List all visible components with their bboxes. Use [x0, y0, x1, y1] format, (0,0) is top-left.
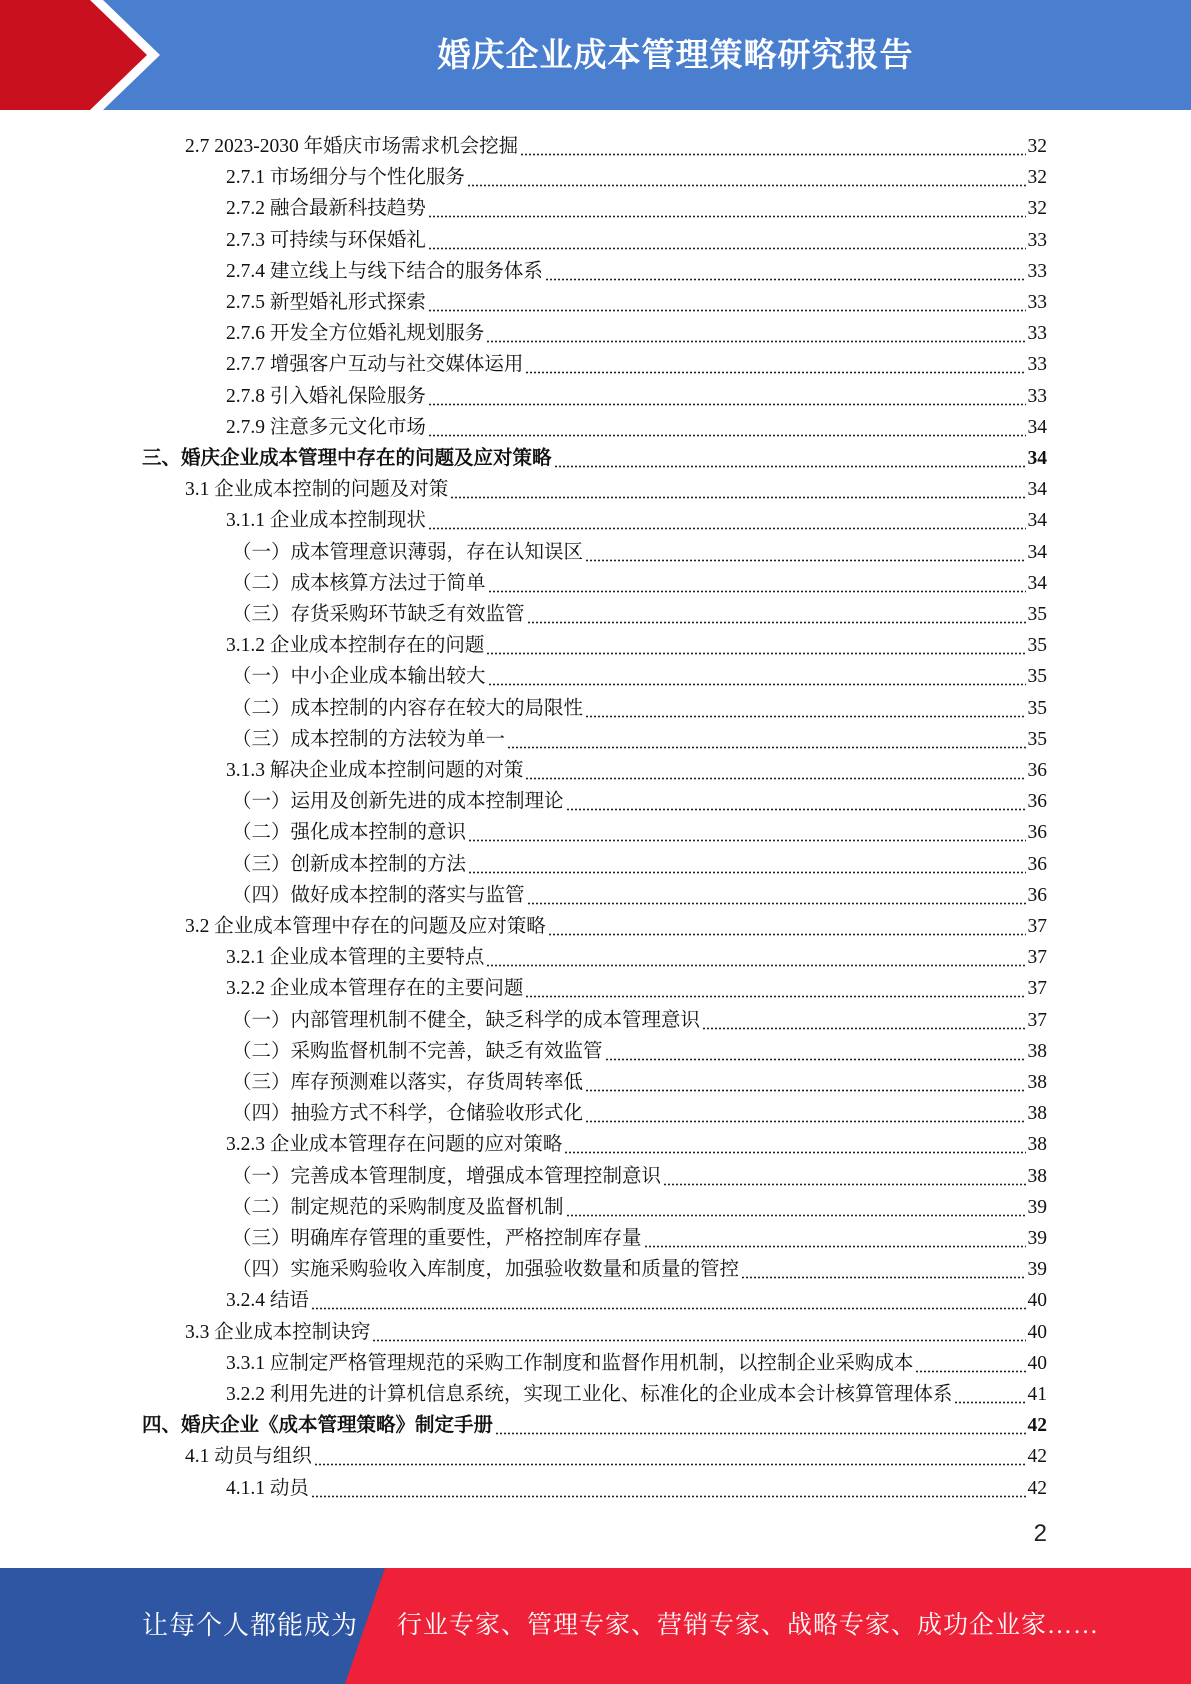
- toc-entry[interactable]: [226, 1344, 1047, 1375]
- toc-entry-title: 2.7 2023-2030 年婚庆市场需求机会挖掘: [185, 136, 519, 157]
- toc-entry-page: 37: [1027, 978, 1047, 1000]
- toc-entry-title: 3.2 企业成本管理中存在的问题及应对策略: [185, 916, 546, 937]
- toc-entry[interactable]: [232, 595, 1047, 626]
- toc-entry[interactable]: [185, 470, 1047, 501]
- toc-dot-leader: [585, 542, 1025, 564]
- toc-dot-leader: [428, 198, 1026, 220]
- toc-dot-leader: [450, 479, 1025, 501]
- toc-entry-title: 2.7.6 开发全方位婚礼规划服务: [226, 323, 485, 345]
- toc-entry-title: 4.1 动员与组织: [185, 1446, 312, 1468]
- toc-dot-leader: [527, 604, 1026, 626]
- toc-entry-title: 3.2.2 利用先进的计算机信息系统，实现工业化、标准化的企业成本会计核算管理体系: [226, 1384, 953, 1405]
- toc-entry-title: 3.3 企业成本控制诀窍: [185, 1321, 371, 1343]
- toc-dot-leader: [486, 635, 1025, 657]
- toc-dot-leader: [566, 1197, 1026, 1219]
- toc-dot-leader: [605, 1041, 1026, 1063]
- toc-entry-page: 41: [1027, 1384, 1047, 1405]
- toc-entry-page: 33: [1027, 385, 1047, 407]
- toc-entry-page: 42: [1027, 1415, 1047, 1437]
- toc-entry-title: 4.1.1 动员: [226, 1477, 309, 1499]
- toc-dot-leader: [495, 1415, 1025, 1437]
- toc-dot-leader: [585, 698, 1025, 720]
- toc-dot-leader: [564, 1134, 1025, 1156]
- toc-dot-leader: [488, 666, 1026, 688]
- toc-entry[interactable]: [226, 969, 1047, 1000]
- toc-dot-leader: [428, 292, 1026, 314]
- toc-entry-page: 42: [1027, 1446, 1047, 1468]
- toc-dot-leader: [741, 1259, 1025, 1281]
- toc-entry-page: 33: [1027, 260, 1047, 282]
- page-number: 2: [1033, 1520, 1047, 1547]
- toc-entry[interactable]: [142, 439, 1047, 470]
- toc-entry[interactable]: [232, 533, 1047, 564]
- toc-entry[interactable]: [232, 1219, 1047, 1250]
- toc-entry-title: 3.1 企业成本控制的问题及对策: [185, 479, 449, 501]
- header-red-arrow: [0, 0, 150, 110]
- toc-dot-leader: [428, 230, 1026, 252]
- toc-entry-page: 34: [1027, 479, 1047, 501]
- toc-dot-leader: [954, 1384, 1025, 1406]
- toc-entry-title: （四）实施采购验收入库制度，加强验收数量和质量的管控: [232, 1259, 740, 1281]
- toc-entry-title: 2.7.4 建立线上与线下结合的服务体系: [226, 260, 543, 282]
- toc-entry[interactable]: [226, 314, 1047, 345]
- toc-dot-leader: [525, 354, 1025, 376]
- toc-entry-page: 35: [1027, 604, 1047, 625]
- toc-entry-page: 36: [1027, 884, 1047, 906]
- toc-entry-title: （二）采购监督机制不完善，缺乏有效监管: [232, 1040, 603, 1062]
- toc-entry-title: （三）明确库存管理的重要性，严格控制库存量: [232, 1228, 642, 1249]
- toc-entry[interactable]: [185, 907, 1047, 938]
- toc-entry-title: （一）成本管理意识薄弱，存在认知误区: [232, 541, 584, 563]
- toc-entry-page: 33: [1027, 323, 1047, 345]
- toc-entry[interactable]: [226, 408, 1047, 439]
- toc-entry[interactable]: [232, 1094, 1047, 1125]
- toc-dot-leader: [428, 510, 1026, 532]
- toc-entry[interactable]: [226, 221, 1047, 252]
- toc-entry-page: 37: [1027, 1009, 1047, 1031]
- toc-dot-leader: [428, 417, 1026, 439]
- toc-dot-leader: [467, 167, 1026, 189]
- toc-entry[interactable]: [226, 1281, 1047, 1312]
- toc-entry[interactable]: [226, 751, 1047, 782]
- page-footer: [0, 1568, 1191, 1684]
- toc-entry-page: 42: [1027, 1477, 1047, 1499]
- toc-entry-page: 40: [1027, 1352, 1047, 1374]
- toc-entry-page: 35: [1027, 635, 1047, 657]
- toc-entry[interactable]: [232, 689, 1047, 720]
- toc-entry[interactable]: [232, 813, 1047, 844]
- toc-dot-leader: [548, 916, 1026, 938]
- toc-entry[interactable]: [142, 1406, 1047, 1437]
- toc-entry[interactable]: [226, 1469, 1047, 1500]
- toc-entry-title: （三）存货采购环节缺乏有效监管: [232, 604, 525, 625]
- toc-entry[interactable]: [232, 657, 1047, 688]
- toc-entry-page: 38: [1027, 1165, 1047, 1187]
- toc-entry-title: 2.7.1 市场细分与个性化服务: [226, 167, 465, 189]
- toc-dot-leader: [520, 136, 1025, 158]
- toc-entry[interactable]: [232, 1157, 1047, 1188]
- toc-entry-title: （二）制定规范的采购制度及监督机制: [232, 1196, 564, 1218]
- toc-dot-leader: [486, 323, 1025, 345]
- toc-dot-leader: [428, 386, 1026, 408]
- toc-entry[interactable]: [226, 1375, 1047, 1406]
- toc-entry[interactable]: [226, 626, 1047, 657]
- toc-entry[interactable]: [226, 283, 1047, 314]
- toc-dot-leader: [468, 822, 1025, 844]
- toc-entry-title: （二）强化成本控制的意识: [232, 822, 467, 844]
- toc-entry[interactable]: [232, 1188, 1047, 1219]
- toc-entry-title: 3.2.1 企业成本管理的主要特点: [226, 947, 485, 969]
- toc-entry-title: 3.1.2 企业成本控制存在的问题: [226, 635, 485, 657]
- toc-entry-page: 36: [1027, 853, 1047, 875]
- toc-entry-title: 2.7.3 可持续与环保婚礼: [226, 229, 426, 251]
- toc-entry-title: （一）运用及创新先进的成本控制理论: [232, 791, 564, 813]
- toc-entry-title: （四）做好成本控制的落实与监管: [232, 884, 525, 906]
- toc-entry-title: 3.1.1 企业成本控制现状: [226, 510, 426, 532]
- toc-dot-leader: [525, 978, 1025, 1000]
- toc-entry-title: 3.3.1 应制定严格管理规范的采购工作制度和监督作用机制，以控制企业采购成本: [226, 1352, 914, 1374]
- toc-entry-title: （一）完善成本管理制度，增强成本管理控制意识: [232, 1165, 662, 1187]
- footer-slogan-left: 让每个人都能成为: [142, 1611, 359, 1640]
- toc-entry-title: 2.7.8 引入婚礼保险服务: [226, 385, 426, 407]
- toc-entry[interactable]: [226, 158, 1047, 189]
- toc-entry-title: （一）中小企业成本输出较大: [232, 666, 486, 688]
- toc-entry-page: 39: [1027, 1196, 1047, 1218]
- toc-dot-leader: [663, 1166, 1025, 1188]
- toc-entry-title: （二）成本核算方法过于简单: [232, 572, 486, 594]
- toc-dot-leader: [527, 885, 1026, 907]
- toc-entry-title: 2.7.5 新型婚礼形式探索: [226, 292, 426, 313]
- toc-dot-leader: [566, 791, 1026, 813]
- toc-entry[interactable]: [226, 501, 1047, 532]
- toc-entry-page: 35: [1027, 666, 1047, 688]
- toc-entry-page: 40: [1027, 1290, 1047, 1312]
- toc-dot-leader: [554, 448, 1026, 470]
- toc-entry[interactable]: [185, 1437, 1047, 1468]
- toc-entry[interactable]: [185, 127, 1047, 158]
- toc-entry-page: 35: [1027, 728, 1047, 750]
- toc-entry-page: 34: [1027, 510, 1047, 532]
- toc-entry[interactable]: [232, 1032, 1047, 1063]
- toc-entry-page: 37: [1027, 947, 1047, 969]
- toc-entry-title: 3.2.3 企业成本管理存在问题的应对策略: [226, 1134, 563, 1156]
- toc-dot-leader: [915, 1353, 1025, 1375]
- toc-entry-title: （三）成本控制的方法较为单一: [232, 728, 506, 750]
- toc-entry[interactable]: [232, 845, 1047, 876]
- toc-dot-leader: [311, 1478, 1026, 1500]
- toc-entry[interactable]: [226, 252, 1047, 283]
- toc-dot-leader: [468, 854, 1025, 876]
- toc-dot-leader: [507, 729, 1025, 751]
- toc-dot-leader: [525, 760, 1025, 782]
- toc-dot-leader: [585, 1103, 1025, 1125]
- toc-entry[interactable]: [232, 720, 1047, 751]
- toc-entry[interactable]: [226, 1125, 1047, 1156]
- toc-entry-title: 3.2.2 企业成本管理存在的主要问题: [226, 978, 524, 1000]
- toc-entry-title: （四）抽验方式不科学，仓储验收形式化: [232, 1103, 584, 1125]
- toc-entry-page: 34: [1027, 448, 1047, 469]
- toc-entry-page: 39: [1027, 1228, 1047, 1249]
- toc-dot-leader: [545, 261, 1026, 283]
- toc-entry-page: 38: [1027, 1103, 1047, 1125]
- toc-entry-title: 四、婚庆企业《成本管理策略》制定手册: [142, 1415, 494, 1437]
- toc-entry[interactable]: [232, 876, 1047, 907]
- toc-entry-title: 2.7.2 融合最新科技趋势: [226, 198, 426, 220]
- toc-entry[interactable]: [232, 1250, 1047, 1281]
- toc-entry-title: 3.1.3 解决企业成本控制问题的对策: [226, 760, 524, 781]
- toc-entry-page: 32: [1027, 198, 1047, 220]
- toc-entry-page: 33: [1027, 292, 1047, 313]
- toc-entry[interactable]: [232, 1001, 1047, 1032]
- toc-entry-page: 32: [1027, 136, 1047, 157]
- toc-entry-page: 38: [1027, 1134, 1047, 1156]
- toc-dot-leader: [702, 1010, 1025, 1032]
- toc-entry[interactable]: [232, 1063, 1047, 1094]
- toc-entry-page: 34: [1027, 572, 1047, 594]
- toc-entry-title: （一）内部管理机制不健全，缺乏科学的成本管理意识: [232, 1009, 701, 1031]
- toc-dot-leader: [486, 947, 1025, 969]
- header-title: 婚庆企业成本管理策略研究报告: [437, 35, 914, 74]
- toc-entry[interactable]: [226, 189, 1047, 220]
- toc-dot-leader: [311, 1290, 1026, 1312]
- toc-dot-leader: [372, 1322, 1025, 1344]
- toc-entry-page: 39: [1027, 1259, 1047, 1281]
- toc-entry[interactable]: [232, 564, 1047, 595]
- toc-dot-leader: [585, 1072, 1025, 1094]
- toc-entry-title: （三）创新成本控制的方法: [232, 853, 467, 875]
- toc-entry-page: 38: [1027, 1040, 1047, 1062]
- toc-entry-page: 37: [1027, 916, 1047, 937]
- toc-entry-page: 34: [1027, 416, 1047, 438]
- toc-entry[interactable]: [226, 377, 1047, 408]
- toc-entry-page: 40: [1027, 1321, 1047, 1343]
- toc-entry[interactable]: [185, 1313, 1047, 1344]
- toc-entry[interactable]: [232, 782, 1047, 813]
- toc-entry-page: 36: [1027, 791, 1047, 813]
- toc-entry-title: 2.7.9 注意多元文化市场: [226, 416, 426, 438]
- toc-entry-title: 三、婚庆企业成本管理中存在的问题及应对策略: [142, 448, 552, 469]
- toc-entry-page: 33: [1027, 229, 1047, 251]
- toc-entry-page: 32: [1027, 167, 1047, 189]
- toc-dot-leader: [488, 573, 1026, 595]
- footer-slogan-right: 行业专家、管理专家、营销专家、战略专家、成功企业家……: [397, 1612, 1100, 1639]
- toc-entry[interactable]: [226, 938, 1047, 969]
- toc-entry-page: 33: [1027, 354, 1047, 376]
- toc-entry-title: 3.2.4 结语: [226, 1290, 309, 1312]
- toc-entry-page: 34: [1027, 541, 1047, 563]
- toc-dot-leader: [644, 1228, 1026, 1250]
- toc-entry[interactable]: [226, 345, 1047, 376]
- toc-entry-title: 2.7.7 增强客户互动与社交媒体运用: [226, 354, 524, 376]
- toc-entry-page: 36: [1027, 760, 1047, 781]
- toc-dot-leader: [314, 1446, 1026, 1468]
- toc-entry-title: （二）成本控制的内容存在较大的局限性: [232, 697, 584, 719]
- page-header: [0, 0, 1191, 110]
- toc-entry-page: 38: [1027, 1072, 1047, 1093]
- toc-entry-title: （三）库存预测难以落实，存货周转率低: [232, 1072, 584, 1093]
- toc-entry-page: 36: [1027, 822, 1047, 844]
- toc-entry-page: 35: [1027, 697, 1047, 719]
